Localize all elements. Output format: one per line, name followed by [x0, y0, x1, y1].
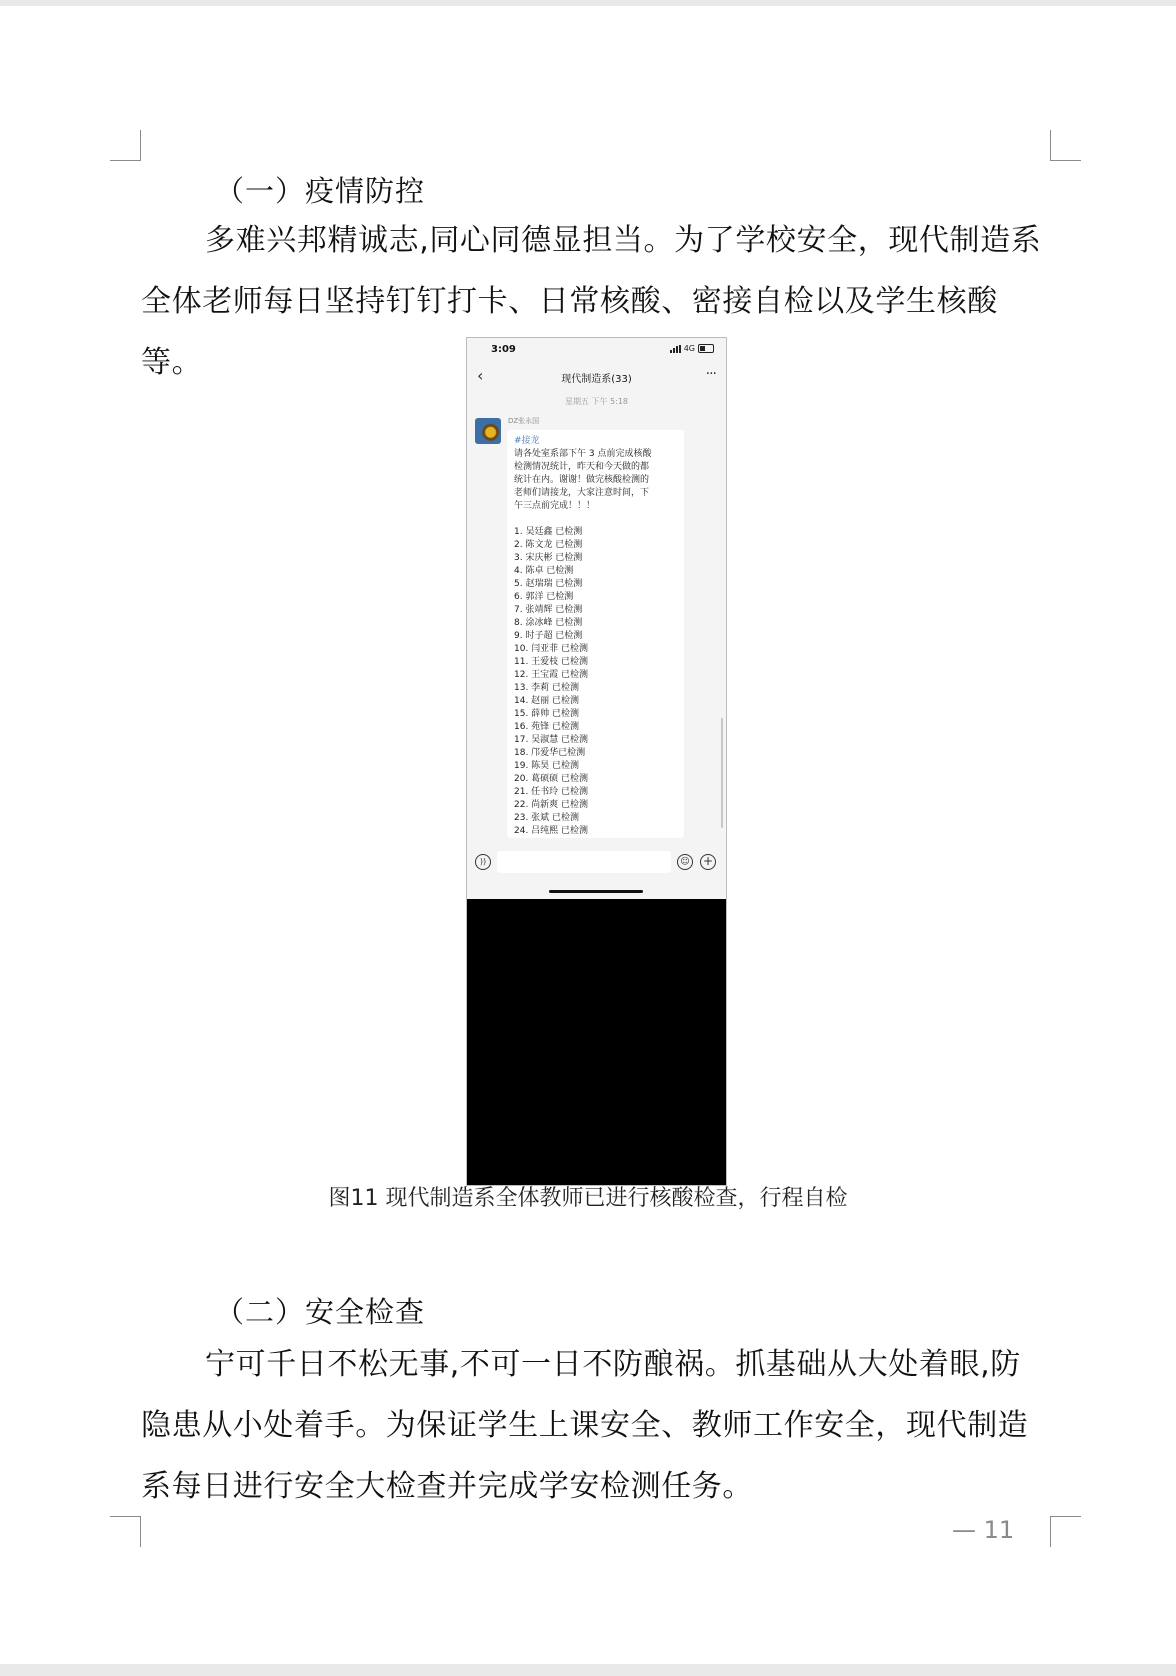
crop-mark-top-left [110, 130, 141, 161]
document-page [0, 6, 1176, 1664]
message-hashtag[interactable]: #接龙 [514, 436, 540, 446]
list-item: 24. 吕纯熙 已检测 [514, 826, 589, 836]
add-icon[interactable]: + [700, 854, 716, 870]
message-line: 午三点前完成！！！ [514, 501, 596, 511]
chat-nav-bar [467, 362, 726, 392]
list-item: 22. 尚新爽 已检测 [514, 800, 589, 810]
message-line: 老师们请接龙，大家注意时间，下 [514, 488, 650, 498]
crop-mark-bottom-left [110, 1516, 141, 1547]
message-timestamp: 星期五 下午 5:18 [564, 397, 629, 406]
signal-icon [670, 345, 681, 353]
list-item: 9. 时子超 已检测 [514, 631, 583, 641]
list-item: 12. 王宝霞 已检测 [514, 670, 589, 680]
section-heading-safety: （二）安全检查 [215, 1295, 426, 1329]
network-label: 4G [683, 344, 695, 353]
message-bubble[interactable] [507, 430, 684, 838]
status-bar [467, 338, 726, 362]
list-item: 14. 赵丽 已检测 [514, 696, 580, 706]
figure-caption: 图11 现代制造系全体教师已进行核酸检查，行程自检 [328, 1186, 848, 1211]
list-item: 10. 闫亚菲 已检测 [514, 644, 589, 654]
list-item: 23. 张斌 已检测 [514, 813, 580, 823]
more-dots-icon[interactable]: ··· [705, 366, 716, 382]
list-item: 17. 吴淑慧 已检测 [514, 735, 589, 745]
chat-scrollbar[interactable] [721, 718, 723, 828]
emoji-icon[interactable]: ☺ [677, 854, 693, 870]
list-item: 15. 薛帅 已检测 [514, 709, 580, 719]
checkin-list [514, 526, 677, 838]
blank-black-area [467, 899, 726, 1185]
list-item: 6. 郭洋 已检测 [514, 592, 574, 602]
section-paragraph-safety: 宁可千日不松无事,不可一日不防酿祸。抓基础从大处着眼,防隐患从小处着手。为保证学生上课安全、教师工作安全，现代制造系每日进行安全大检查并完成学安检测任务。 [141, 1347, 1029, 1504]
sender-avatar[interactable] [475, 418, 501, 444]
figure-phone-screenshot [466, 337, 727, 1186]
list-item: 7. 张靖辉 已检测 [514, 605, 583, 615]
chat-title: 现代制造系(33) [561, 374, 632, 385]
message-input[interactable] [497, 851, 671, 873]
list-item: 8. 涂冰峰 已检测 [514, 618, 583, 628]
list-item: 19. 陈昊 已检测 [514, 761, 580, 771]
voice-icon[interactable]: )) [475, 854, 491, 870]
list-item: 11. 王爱枝 已检测 [514, 657, 589, 667]
list-item: 5. 赵瑞瑞 已检测 [514, 579, 583, 589]
section-paragraph-epidemic: 多难兴邦精诚志,同心同德显担当。为了学校安全，现代制造系全体老师每日坚持钉钉打卡、日常核酸、密接自检以及学生核酸等。 [141, 223, 1042, 380]
sender-name: DZ张永国 [508, 417, 540, 425]
battery-icon [698, 344, 714, 353]
section-heading-epidemic: （一）疫情防控 [215, 174, 426, 208]
list-item: 13. 李莉 已检测 [514, 683, 580, 693]
page-number: — 11 [952, 1516, 1015, 1544]
list-item: 2. 陈文龙 已检测 [514, 540, 583, 550]
crop-mark-bottom-right [1050, 1516, 1081, 1547]
message-line: 检测情况统计，昨天和今天做的都 [514, 462, 650, 472]
list-item: 18. 邝爱华已检测 [514, 748, 586, 758]
back-chevron-icon[interactable]: ‹ [477, 366, 484, 385]
status-indicators [670, 344, 714, 353]
crop-mark-top-right [1050, 130, 1081, 161]
list-item: 20. 葛硕硕 已检测 [514, 774, 589, 784]
status-time: 3:09 [491, 344, 516, 355]
list-item: 1. 吴廷鑫 已检测 [514, 527, 583, 537]
chat-input-bar [467, 844, 726, 884]
home-indicator [549, 890, 643, 893]
message-line: 统计在内。谢谢！做完核酸检测的 [514, 475, 650, 485]
list-item: 3. 宋庆彬 已检测 [514, 553, 583, 563]
list-item: 21. 任书玲 已检测 [514, 787, 589, 797]
list-item: 16. 苑锋 已检测 [514, 722, 580, 732]
list-item: 4. 陈卓 已检测 [514, 566, 574, 576]
message-line: 请各处室系部下午 3 点前完成核酸 [514, 449, 652, 459]
